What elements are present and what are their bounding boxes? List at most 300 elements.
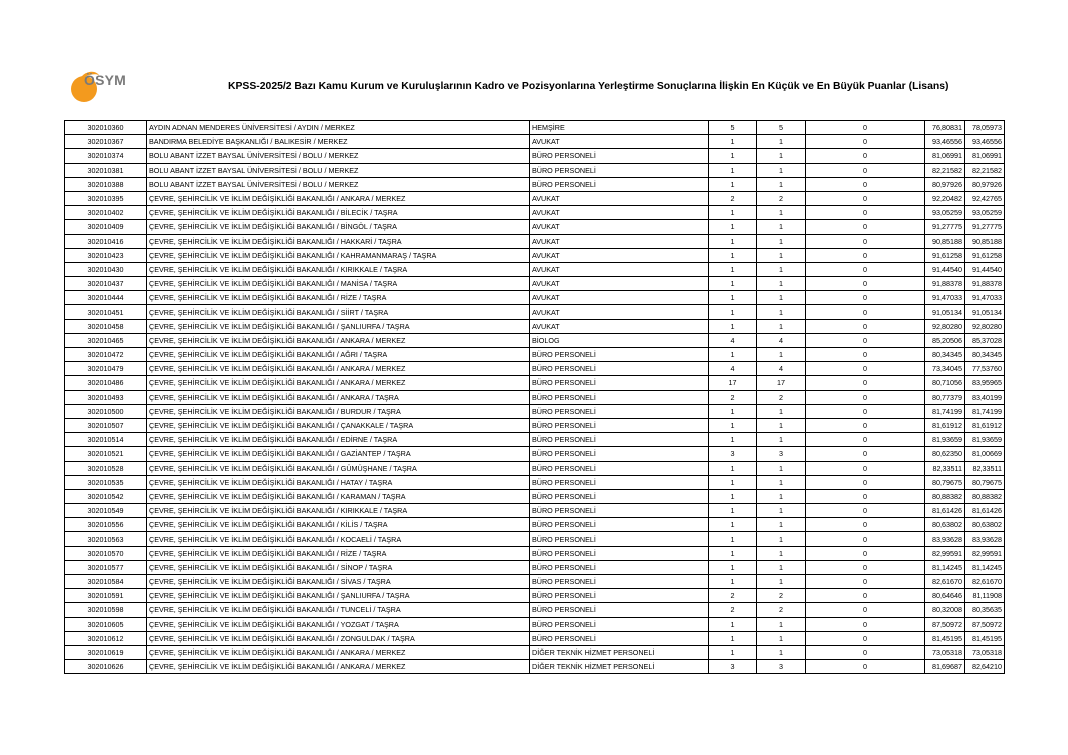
quota-cell: 1 xyxy=(709,518,757,532)
institution-cell: ÇEVRE, ŞEHİRCİLİK VE İKLİM DEĞİŞİKLİĞİ BAKANLIĞI / KIRIKKALE / TAŞRA xyxy=(147,504,530,518)
institution-cell: ÇEVRE, ŞEHİRCİLİK VE İKLİM DEĞİŞİKLİĞİ BAKANLIĞI / RİZE / TAŞRA xyxy=(147,546,530,560)
placed-count-cell: 1 xyxy=(757,418,806,432)
table-row xyxy=(65,220,1005,234)
institution-cell: ÇEVRE, ŞEHİRCİLİK VE İKLİM DEĞİŞİKLİĞİ BAKANLIĞI / ŞANLIURFA / TAŞRA xyxy=(147,589,530,603)
min-score-cell: 82,61670 xyxy=(925,575,965,589)
position-code-cell: 302010598 xyxy=(65,603,147,617)
position-title-cell: DİĞER TEKNİK HİZMET PERSONELİ xyxy=(530,645,709,659)
vacant-count-cell: 0 xyxy=(806,390,925,404)
institution-cell: ÇEVRE, ŞEHİRCİLİK VE İKLİM DEĞİŞİKLİĞİ BAKANLIĞI / GAZİANTEP / TAŞRA xyxy=(147,447,530,461)
vacant-count-cell: 0 xyxy=(806,149,925,163)
position-code-cell: 302010556 xyxy=(65,518,147,532)
quota-cell: 1 xyxy=(709,504,757,518)
max-score-cell: 91,27775 xyxy=(965,220,1005,234)
position-code-cell: 302010507 xyxy=(65,418,147,432)
table-row xyxy=(65,262,1005,276)
position-code-cell: 302010570 xyxy=(65,546,147,560)
table-row xyxy=(65,135,1005,149)
vacant-count-cell: 0 xyxy=(806,291,925,305)
max-score-cell: 83,95965 xyxy=(965,376,1005,390)
position-code-cell: 302010437 xyxy=(65,277,147,291)
max-score-cell: 87,50972 xyxy=(965,617,1005,631)
position-title-cell: AVUKAT xyxy=(530,206,709,220)
institution-cell: AYDIN ADNAN MENDERES ÜNİVERSİTESİ / AYDIN / MERKEZ xyxy=(147,121,530,135)
placed-count-cell: 1 xyxy=(757,404,806,418)
min-score-cell: 81,06991 xyxy=(925,149,965,163)
position-code-cell: 302010479 xyxy=(65,362,147,376)
vacant-count-cell: 0 xyxy=(806,532,925,546)
vacant-count-cell: 0 xyxy=(806,191,925,205)
placed-count-cell: 1 xyxy=(757,518,806,532)
quota-cell: 1 xyxy=(709,177,757,191)
position-title-cell: HEMŞİRE xyxy=(530,121,709,135)
max-score-cell: 91,44540 xyxy=(965,262,1005,276)
vacant-count-cell: 0 xyxy=(806,177,925,191)
max-score-cell: 85,37028 xyxy=(965,333,1005,347)
min-score-cell: 81,61426 xyxy=(925,504,965,518)
institution-cell: ÇEVRE, ŞEHİRCİLİK VE İKLİM DEĞİŞİKLİĞİ BAKANLIĞI / ANKARA / MERKEZ xyxy=(147,333,530,347)
table-row xyxy=(65,390,1005,404)
position-title-cell: BÜRO PERSONELİ xyxy=(530,504,709,518)
table-row xyxy=(65,575,1005,589)
position-code-cell: 302010430 xyxy=(65,262,147,276)
vacant-count-cell: 0 xyxy=(806,305,925,319)
vacant-count-cell: 0 xyxy=(806,504,925,518)
max-score-cell: 83,40199 xyxy=(965,390,1005,404)
table-row xyxy=(65,645,1005,659)
institution-cell: ÇEVRE, ŞEHİRCİLİK VE İKLİM DEĞİŞİKLİĞİ BAKANLIĞI / SİNOP / TAŞRA xyxy=(147,560,530,574)
position-code-cell: 302010577 xyxy=(65,560,147,574)
placed-count-cell: 2 xyxy=(757,390,806,404)
institution-cell: ÇEVRE, ŞEHİRCİLİK VE İKLİM DEĞİŞİKLİĞİ BAKANLIĞI / ANKARA / MERKEZ xyxy=(147,362,530,376)
min-score-cell: 81,93659 xyxy=(925,433,965,447)
placed-count-cell: 1 xyxy=(757,645,806,659)
vacant-count-cell: 0 xyxy=(806,575,925,589)
max-score-cell: 90,85188 xyxy=(965,234,1005,248)
table-row xyxy=(65,234,1005,248)
table-row xyxy=(65,248,1005,262)
placed-count-cell: 3 xyxy=(757,660,806,674)
position-title-cell: BÜRO PERSONELİ xyxy=(530,348,709,362)
position-title-cell: AVUKAT xyxy=(530,305,709,319)
max-score-cell: 81,61426 xyxy=(965,504,1005,518)
table-row xyxy=(65,518,1005,532)
vacant-count-cell: 0 xyxy=(806,333,925,347)
table-row xyxy=(65,546,1005,560)
institution-cell: ÇEVRE, ŞEHİRCİLİK VE İKLİM DEĞİŞİKLİĞİ BAKANLIĞI / KIRIKKALE / TAŞRA xyxy=(147,262,530,276)
min-score-cell: 81,69687 xyxy=(925,660,965,674)
table-row xyxy=(65,191,1005,205)
institution-cell: ÇEVRE, ŞEHİRCİLİK VE İKLİM DEĞİŞİKLİĞİ BAKANLIĞI / TUNCELİ / TAŞRA xyxy=(147,603,530,617)
position-title-cell: BÜRO PERSONELİ xyxy=(530,418,709,432)
osym-logo xyxy=(71,72,131,102)
vacant-count-cell: 0 xyxy=(806,660,925,674)
min-score-cell: 73,05318 xyxy=(925,645,965,659)
max-score-cell: 81,45195 xyxy=(965,631,1005,645)
position-code-cell: 302010395 xyxy=(65,191,147,205)
position-code-cell: 302010402 xyxy=(65,206,147,220)
position-title-cell: AVUKAT xyxy=(530,319,709,333)
placed-count-cell: 1 xyxy=(757,319,806,333)
min-score-cell: 82,33511 xyxy=(925,461,965,475)
institution-cell: ÇEVRE, ŞEHİRCİLİK VE İKLİM DEĞİŞİKLİĞİ BAKANLIĞI / AĞRI / TAŞRA xyxy=(147,348,530,362)
quota-cell: 1 xyxy=(709,305,757,319)
table-row xyxy=(65,433,1005,447)
vacant-count-cell: 0 xyxy=(806,376,925,390)
min-score-cell: 81,14245 xyxy=(925,560,965,574)
quota-cell: 1 xyxy=(709,461,757,475)
max-score-cell: 82,64210 xyxy=(965,660,1005,674)
position-title-cell: AVUKAT xyxy=(530,220,709,234)
position-title-cell: BİOLOG xyxy=(530,333,709,347)
quota-cell: 4 xyxy=(709,362,757,376)
placed-count-cell: 1 xyxy=(757,475,806,489)
vacant-count-cell: 0 xyxy=(806,348,925,362)
position-title-cell: BÜRO PERSONELİ xyxy=(530,631,709,645)
min-score-cell: 76,80831 xyxy=(925,121,965,135)
placed-count-cell: 1 xyxy=(757,575,806,589)
position-title-cell: AVUKAT xyxy=(530,191,709,205)
max-score-cell: 92,42765 xyxy=(965,191,1005,205)
min-score-cell: 80,32008 xyxy=(925,603,965,617)
table-row xyxy=(65,461,1005,475)
quota-cell: 1 xyxy=(709,248,757,262)
min-score-cell: 82,21582 xyxy=(925,163,965,177)
quota-cell: 3 xyxy=(709,660,757,674)
table-row xyxy=(65,149,1005,163)
institution-cell: BOLU ABANT İZZET BAYSAL ÜNİVERSİTESİ / BOLU / MERKEZ xyxy=(147,149,530,163)
institution-cell: BOLU ABANT İZZET BAYSAL ÜNİVERSİTESİ / BOLU / MERKEZ xyxy=(147,163,530,177)
vacant-count-cell: 0 xyxy=(806,560,925,574)
max-score-cell: 81,74199 xyxy=(965,404,1005,418)
quota-cell: 2 xyxy=(709,603,757,617)
quota-cell: 1 xyxy=(709,234,757,248)
placed-count-cell: 2 xyxy=(757,589,806,603)
position-title-cell: BÜRO PERSONELİ xyxy=(530,177,709,191)
max-score-cell: 93,46556 xyxy=(965,135,1005,149)
placed-count-cell: 4 xyxy=(757,333,806,347)
page-title: KPSS-2025/2 Bazı Kamu Kurum ve Kuruluşlarının Kadro ve Pozisyonlarına Yerleştirme Sonuçlarına İlişkin En Küçük ve En Büyük Puanlar (Lisans) xyxy=(228,81,949,92)
table-row xyxy=(65,589,1005,603)
institution-cell: ÇEVRE, ŞEHİRCİLİK VE İKLİM DEĞİŞİKLİĞİ BAKANLIĞI / KAHRAMANMARAŞ / TAŞRA xyxy=(147,248,530,262)
placed-count-cell: 1 xyxy=(757,234,806,248)
position-code-cell: 302010500 xyxy=(65,404,147,418)
institution-cell: ÇEVRE, ŞEHİRCİLİK VE İKLİM DEĞİŞİKLİĞİ BAKANLIĞI / ŞANLIURFA / TAŞRA xyxy=(147,319,530,333)
min-score-cell: 91,47033 xyxy=(925,291,965,305)
institution-cell: ÇEVRE, ŞEHİRCİLİK VE İKLİM DEĞİŞİKLİĞİ BAKANLIĞI / SİVAS / TAŞRA xyxy=(147,575,530,589)
institution-cell: ÇEVRE, ŞEHİRCİLİK VE İKLİM DEĞİŞİKLİĞİ BAKANLIĞI / KOCAELİ / TAŞRA xyxy=(147,532,530,546)
position-title-cell: BÜRO PERSONELİ xyxy=(530,518,709,532)
table-row xyxy=(65,333,1005,347)
placed-count-cell: 3 xyxy=(757,447,806,461)
quota-cell: 1 xyxy=(709,532,757,546)
min-score-cell: 91,27775 xyxy=(925,220,965,234)
min-score-cell: 91,88378 xyxy=(925,277,965,291)
quota-cell: 1 xyxy=(709,149,757,163)
position-title-cell: AVUKAT xyxy=(530,248,709,262)
placed-count-cell: 1 xyxy=(757,163,806,177)
min-score-cell: 91,44540 xyxy=(925,262,965,276)
institution-cell: ÇEVRE, ŞEHİRCİLİK VE İKLİM DEĞİŞİKLİĞİ BAKANLIĞI / KARAMAN / TAŞRA xyxy=(147,489,530,503)
position-title-cell: BÜRO PERSONELİ xyxy=(530,560,709,574)
vacant-count-cell: 0 xyxy=(806,447,925,461)
institution-cell: ÇEVRE, ŞEHİRCİLİK VE İKLİM DEĞİŞİKLİĞİ BAKANLIĞI / ANKARA / MERKEZ xyxy=(147,191,530,205)
max-score-cell: 91,47033 xyxy=(965,291,1005,305)
placed-count-cell: 1 xyxy=(757,177,806,191)
position-code-cell: 302010619 xyxy=(65,645,147,659)
position-code-cell: 302010542 xyxy=(65,489,147,503)
position-code-cell: 302010591 xyxy=(65,589,147,603)
quota-cell: 1 xyxy=(709,135,757,149)
min-score-cell: 91,61258 xyxy=(925,248,965,262)
position-title-cell: BÜRO PERSONELİ xyxy=(530,546,709,560)
position-code-cell: 302010388 xyxy=(65,177,147,191)
position-code-cell: 302010486 xyxy=(65,376,147,390)
min-score-cell: 80,79675 xyxy=(925,475,965,489)
max-score-cell: 73,05318 xyxy=(965,645,1005,659)
institution-cell: ÇEVRE, ŞEHİRCİLİK VE İKLİM DEĞİŞİKLİĞİ BAKANLIĞI / HAKKARİ / TAŞRA xyxy=(147,234,530,248)
min-score-cell: 91,05134 xyxy=(925,305,965,319)
max-score-cell: 93,05259 xyxy=(965,206,1005,220)
quota-cell: 4 xyxy=(709,333,757,347)
max-score-cell: 83,93628 xyxy=(965,532,1005,546)
vacant-count-cell: 0 xyxy=(806,206,925,220)
table-row xyxy=(65,291,1005,305)
max-score-cell: 91,61258 xyxy=(965,248,1005,262)
quota-cell: 1 xyxy=(709,404,757,418)
vacant-count-cell: 0 xyxy=(806,603,925,617)
max-score-cell: 91,05134 xyxy=(965,305,1005,319)
position-title-cell: BÜRO PERSONELİ xyxy=(530,404,709,418)
placed-count-cell: 1 xyxy=(757,489,806,503)
table-row xyxy=(65,163,1005,177)
max-score-cell: 78,05973 xyxy=(965,121,1005,135)
quota-cell: 5 xyxy=(709,121,757,135)
max-score-cell: 81,11908 xyxy=(965,589,1005,603)
position-title-cell: BÜRO PERSONELİ xyxy=(530,575,709,589)
placed-count-cell: 1 xyxy=(757,305,806,319)
min-score-cell: 80,34345 xyxy=(925,348,965,362)
min-score-cell: 83,93628 xyxy=(925,532,965,546)
institution-cell: ÇEVRE, ŞEHİRCİLİK VE İKLİM DEĞİŞİKLİĞİ BAKANLIĞI / ANKARA / MERKEZ xyxy=(147,376,530,390)
quota-cell: 1 xyxy=(709,546,757,560)
placed-count-cell: 1 xyxy=(757,461,806,475)
position-code-cell: 302010409 xyxy=(65,220,147,234)
position-title-cell: AVUKAT xyxy=(530,234,709,248)
vacant-count-cell: 0 xyxy=(806,617,925,631)
quota-cell: 1 xyxy=(709,645,757,659)
table-row xyxy=(65,489,1005,503)
institution-cell: ÇEVRE, ŞEHİRCİLİK VE İKLİM DEĞİŞİKLİĞİ BAKANLIĞI / GÜMÜŞHANE / TAŞRA xyxy=(147,461,530,475)
min-score-cell: 80,77379 xyxy=(925,390,965,404)
quota-cell: 1 xyxy=(709,319,757,333)
vacant-count-cell: 0 xyxy=(806,220,925,234)
quota-cell: 1 xyxy=(709,163,757,177)
position-title-cell: AVUKAT xyxy=(530,291,709,305)
institution-cell: ÇEVRE, ŞEHİRCİLİK VE İKLİM DEĞİŞİKLİĞİ BAKANLIĞI / MANİSA / TAŞRA xyxy=(147,277,530,291)
position-code-cell: 302010472 xyxy=(65,348,147,362)
max-score-cell: 80,63802 xyxy=(965,518,1005,532)
position-title-cell: BÜRO PERSONELİ xyxy=(530,390,709,404)
max-score-cell: 81,93659 xyxy=(965,433,1005,447)
quota-cell: 2 xyxy=(709,191,757,205)
min-score-cell: 80,63802 xyxy=(925,518,965,532)
max-score-cell: 80,34345 xyxy=(965,348,1005,362)
position-title-cell: BÜRO PERSONELİ xyxy=(530,489,709,503)
table-row xyxy=(65,206,1005,220)
max-score-cell: 82,61670 xyxy=(965,575,1005,589)
table-row xyxy=(65,603,1005,617)
position-title-cell: AVUKAT xyxy=(530,135,709,149)
min-score-cell: 73,34045 xyxy=(925,362,965,376)
max-score-cell: 81,61912 xyxy=(965,418,1005,432)
vacant-count-cell: 0 xyxy=(806,248,925,262)
quota-cell: 17 xyxy=(709,376,757,390)
table-row xyxy=(65,617,1005,631)
placed-count-cell: 1 xyxy=(757,149,806,163)
position-title-cell: DİĞER TEKNİK HİZMET PERSONELİ xyxy=(530,660,709,674)
quota-cell: 1 xyxy=(709,206,757,220)
vacant-count-cell: 0 xyxy=(806,234,925,248)
institution-cell: ÇEVRE, ŞEHİRCİLİK VE İKLİM DEĞİŞİKLİĞİ BAKANLIĞI / KİLİS / TAŞRA xyxy=(147,518,530,532)
institution-cell: ÇEVRE, ŞEHİRCİLİK VE İKLİM DEĞİŞİKLİĞİ BAKANLIĞI / HATAY / TAŞRA xyxy=(147,475,530,489)
quota-cell: 3 xyxy=(709,447,757,461)
position-code-cell: 302010374 xyxy=(65,149,147,163)
placed-count-cell: 2 xyxy=(757,603,806,617)
position-code-cell: 302010458 xyxy=(65,319,147,333)
placed-count-cell: 2 xyxy=(757,191,806,205)
quota-cell: 1 xyxy=(709,418,757,432)
placed-count-cell: 1 xyxy=(757,560,806,574)
vacant-count-cell: 0 xyxy=(806,645,925,659)
position-code-cell: 302010605 xyxy=(65,617,147,631)
placed-count-cell: 1 xyxy=(757,617,806,631)
institution-cell: ÇEVRE, ŞEHİRCİLİK VE İKLİM DEĞİŞİKLİĞİ BAKANLIĞI / RİZE / TAŞRA xyxy=(147,291,530,305)
min-score-cell: 92,80280 xyxy=(925,319,965,333)
position-code-cell: 302010493 xyxy=(65,390,147,404)
position-code-cell: 302010360 xyxy=(65,121,147,135)
position-code-cell: 302010521 xyxy=(65,447,147,461)
table-row xyxy=(65,447,1005,461)
table-row xyxy=(65,532,1005,546)
max-score-cell: 80,88382 xyxy=(965,489,1005,503)
vacant-count-cell: 0 xyxy=(806,418,925,432)
placed-count-cell: 5 xyxy=(757,121,806,135)
position-title-cell: BÜRO PERSONELİ xyxy=(530,447,709,461)
min-score-cell: 80,71056 xyxy=(925,376,965,390)
quota-cell: 1 xyxy=(709,617,757,631)
table-row xyxy=(65,560,1005,574)
position-code-cell: 302010444 xyxy=(65,291,147,305)
min-score-cell: 82,99591 xyxy=(925,546,965,560)
placed-count-cell: 1 xyxy=(757,504,806,518)
position-code-cell: 302010423 xyxy=(65,248,147,262)
institution-cell: BOLU ABANT İZZET BAYSAL ÜNİVERSİTESİ / BOLU / MERKEZ xyxy=(147,177,530,191)
max-score-cell: 80,97926 xyxy=(965,177,1005,191)
position-code-cell: 302010514 xyxy=(65,433,147,447)
table-row xyxy=(65,631,1005,645)
quota-cell: 1 xyxy=(709,291,757,305)
placed-count-cell: 17 xyxy=(757,376,806,390)
vacant-count-cell: 0 xyxy=(806,362,925,376)
placed-count-cell: 1 xyxy=(757,631,806,645)
institution-cell: ÇEVRE, ŞEHİRCİLİK VE İKLİM DEĞİŞİKLİĞİ BAKANLIĞI / YOZGAT / TAŞRA xyxy=(147,617,530,631)
max-score-cell: 81,14245 xyxy=(965,560,1005,574)
vacant-count-cell: 0 xyxy=(806,589,925,603)
quota-cell: 2 xyxy=(709,390,757,404)
placed-count-cell: 1 xyxy=(757,220,806,234)
min-score-cell: 81,74199 xyxy=(925,404,965,418)
position-code-cell: 302010535 xyxy=(65,475,147,489)
position-title-cell: BÜRO PERSONELİ xyxy=(530,617,709,631)
position-code-cell: 302010626 xyxy=(65,660,147,674)
placed-count-cell: 1 xyxy=(757,206,806,220)
placed-count-cell: 1 xyxy=(757,546,806,560)
placed-count-cell: 1 xyxy=(757,348,806,362)
vacant-count-cell: 0 xyxy=(806,277,925,291)
position-code-cell: 302010563 xyxy=(65,532,147,546)
min-score-cell: 80,62350 xyxy=(925,447,965,461)
vacant-count-cell: 0 xyxy=(806,475,925,489)
position-title-cell: BÜRO PERSONELİ xyxy=(530,163,709,177)
min-score-cell: 93,05259 xyxy=(925,206,965,220)
table-row xyxy=(65,348,1005,362)
vacant-count-cell: 0 xyxy=(806,404,925,418)
quota-cell: 1 xyxy=(709,348,757,362)
position-title-cell: BÜRO PERSONELİ xyxy=(530,376,709,390)
table-row xyxy=(65,319,1005,333)
institution-cell: ÇEVRE, ŞEHİRCİLİK VE İKLİM DEĞİŞİKLİĞİ BAKANLIĞI / ZONGULDAK / TAŞRA xyxy=(147,631,530,645)
institution-cell: ÇEVRE, ŞEHİRCİLİK VE İKLİM DEĞİŞİKLİĞİ BAKANLIĞI / BİLECİK / TAŞRA xyxy=(147,206,530,220)
quota-cell: 1 xyxy=(709,262,757,276)
max-score-cell: 81,00669 xyxy=(965,447,1005,461)
max-score-cell: 82,33511 xyxy=(965,461,1005,475)
table-row xyxy=(65,121,1005,135)
table-row xyxy=(65,418,1005,432)
position-code-cell: 302010465 xyxy=(65,333,147,347)
position-title-cell: BÜRO PERSONELİ xyxy=(530,603,709,617)
max-score-cell: 82,99591 xyxy=(965,546,1005,560)
vacant-count-cell: 0 xyxy=(806,163,925,177)
position-code-cell: 302010549 xyxy=(65,504,147,518)
institution-cell: ÇEVRE, ŞEHİRCİLİK VE İKLİM DEĞİŞİKLİĞİ BAKANLIĞI / BURDUR / TAŞRA xyxy=(147,404,530,418)
institution-cell: ÇEVRE, ŞEHİRCİLİK VE İKLİM DEĞİŞİKLİĞİ BAKANLIĞI / ANKARA / MERKEZ xyxy=(147,660,530,674)
vacant-count-cell: 0 xyxy=(806,121,925,135)
quota-cell: 1 xyxy=(709,433,757,447)
position-title-cell: AVUKAT xyxy=(530,277,709,291)
vacant-count-cell: 0 xyxy=(806,461,925,475)
position-title-cell: BÜRO PERSONELİ xyxy=(530,475,709,489)
position-code-cell: 302010528 xyxy=(65,461,147,475)
position-title-cell: BÜRO PERSONELİ xyxy=(530,589,709,603)
placed-count-cell: 1 xyxy=(757,532,806,546)
institution-cell: BANDIRMA BELEDİYE BAŞKANLIĞI / BALIKESİR / MERKEZ xyxy=(147,135,530,149)
vacant-count-cell: 0 xyxy=(806,489,925,503)
table-row xyxy=(65,404,1005,418)
quota-cell: 1 xyxy=(709,489,757,503)
placed-count-cell: 4 xyxy=(757,362,806,376)
table-row xyxy=(65,660,1005,674)
quota-cell: 1 xyxy=(709,475,757,489)
quota-cell: 1 xyxy=(709,575,757,589)
table-row xyxy=(65,376,1005,390)
quota-cell: 2 xyxy=(709,589,757,603)
table-row xyxy=(65,362,1005,376)
max-score-cell: 92,80280 xyxy=(965,319,1005,333)
quota-cell: 1 xyxy=(709,631,757,645)
institution-cell: ÇEVRE, ŞEHİRCİLİK VE İKLİM DEĞİŞİKLİĞİ BAKANLIĞI / BİNGÖL / TAŞRA xyxy=(147,220,530,234)
min-score-cell: 80,97926 xyxy=(925,177,965,191)
